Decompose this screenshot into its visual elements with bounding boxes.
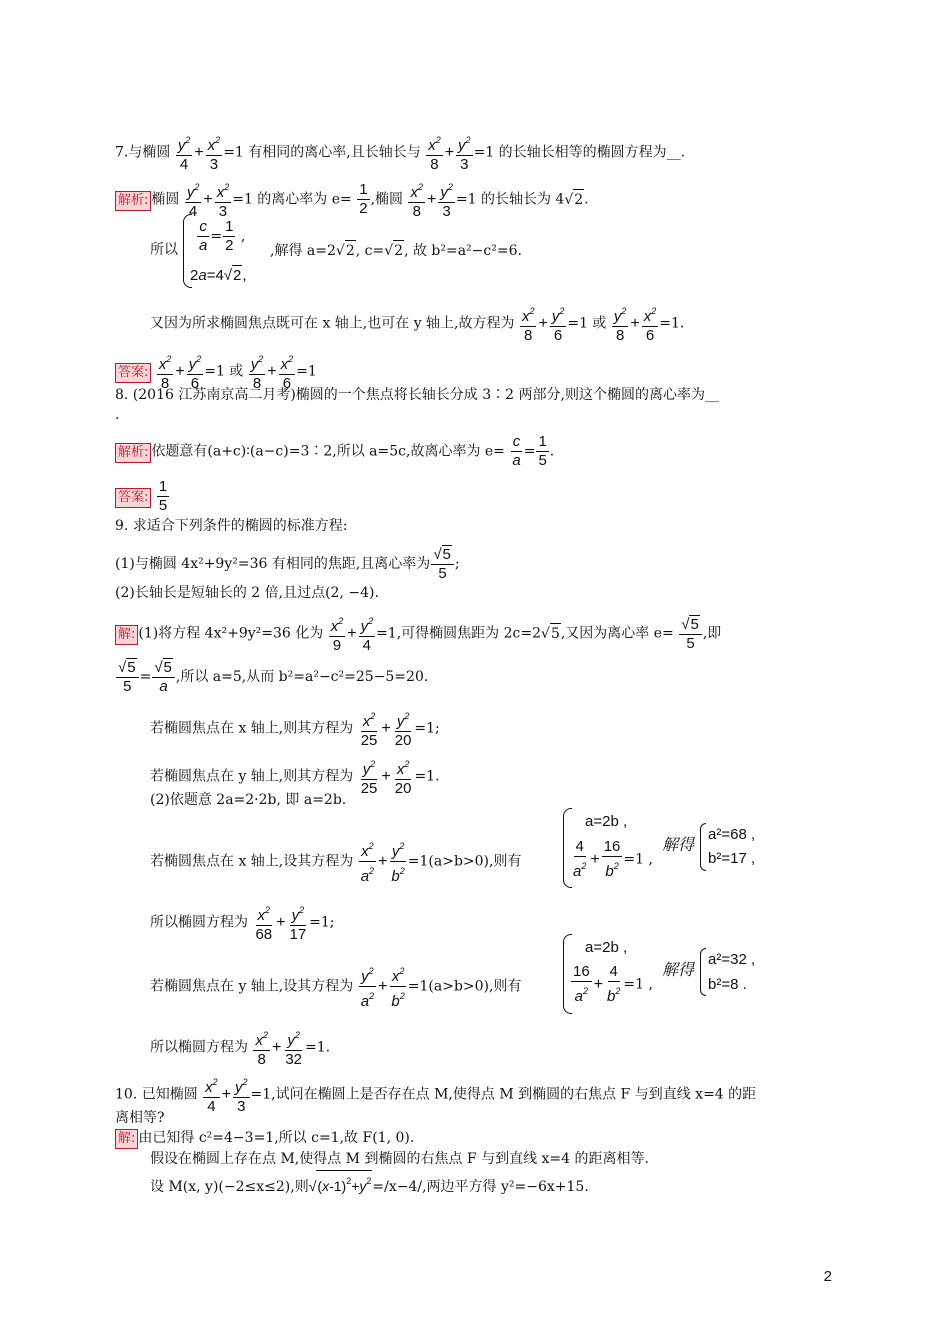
q9-system1-row1: a=2b , (585, 813, 628, 830)
q7-answer: 答案: $\frac{x^2}{8}$ + $\frac{y^2}{6}$ =1 或 $\frac{y^2}{8}$ + $\frac{x^2}{6}$ =1 (115, 350, 317, 393)
q9-system2-row1: a=2b , (585, 939, 628, 956)
q7-suoyi: 所以 (150, 242, 178, 258)
q9-y-case: 若椭圆焦点在 y 轴上,则其方程为 $\frac{y^2}{25}$ + $\frac{x^2}{20}$ =1. (150, 755, 440, 798)
q9-x-case: 若椭圆焦点在 x 轴上,则其方程为 $\frac{x^2}{25}$ + $\frac{y^2}{20}$ =1; (150, 707, 440, 750)
q7-both-axes: 又因为所求椭圆焦点既可在 x 轴上,也可在 y 轴上,故方程为 $\frac{x^2}{8}$ + $\frac{y^2}{6}$ =1 或 $\frac{y^2}{8}$ + $\frac{x^2}{6}$ =1. (150, 302, 684, 345)
q9-part1: (1)与椭圆 4x²+9y²=36 有相同的焦距,且离心率为 √ 5 5 ; (115, 546, 460, 582)
q8-line2: . (115, 407, 120, 423)
page-number: 2 (823, 1268, 832, 1285)
q10-solution-line2: 假设在椭圆上存在点 M,使得点 M 到椭圆的右焦点 F 与到直线 x=4 的距离相等. (150, 1151, 649, 1167)
q10-solution-line3: 设 M(x, y)(−2≤x≤2),则√ $(x-1)^2+y^2$ =/x−4/,两边平方得 y²=−6x+15. (150, 1170, 589, 1197)
answer-tag: 答案: (115, 363, 151, 383)
q9-x2-setup: 若椭圆焦点在 x 轴上,设其方程为 $\frac{x^2}{a^2}$ + $\frac{y^2}{b^2}$ =1(a>b>0),则有 (150, 837, 521, 886)
q9-eqn2: 所以椭圆方程为 $\frac{x^2}{8}$ + $\frac{y^2}{32}$ =1. (150, 1026, 330, 1069)
q10-line2: 离相等? (115, 1110, 165, 1126)
q9-title: 9. 求适合下列条件的椭圆的标准方程: (115, 518, 348, 534)
solution-tag: 解: (115, 1129, 138, 1149)
q9-part2: (2)长轴长是短轴长的 2 倍,且过点(2, −4). (115, 585, 379, 601)
q9-result2-brace (700, 948, 706, 996)
q7-analysis: 解析: 椭圆 $\frac{y^2}{4}$ + $\frac{x^2}{3}$ =1 的离心率为 e= $\frac{1}{2}$ ,椭圆 $\frac{x^2}{8}$ + $\frac{y^2}{3}$ =1 的长轴长为 4√ 2 . (115, 178, 589, 221)
q8-analysis: 解析: 依题意有(a+c)∶(a−c)=3∶2,所以 a=5c,故离心率为 e= $\frac{c}{a}$ = $\frac{1}{5}$ . (115, 433, 554, 470)
q9-result1-b: b²=17 , (708, 850, 756, 867)
q9-result1-a: a²=68 , (708, 826, 756, 843)
q9-y2-setup: 若椭圆焦点在 y 轴上,设其方程为 $\frac{y^2}{a^2}$ + $\frac{x^2}{b^2}$ =1(a>b>0),则有 (150, 962, 521, 1011)
q8-answer: 答案: $\frac{1}{5}$ (115, 478, 170, 515)
q9-result2-b: b²=8 . (708, 976, 747, 993)
solution-tag: 解: (115, 625, 138, 645)
analysis-tag: 解析: (115, 443, 151, 463)
q10-line1: 10. 已知椭圆 $\frac{x^2}{4}$ + $\frac{y^2}{3}$ =1,试问在椭圆上是否存在点 M,使得点 M 到椭圆的右焦点 F 与到直线 x=4 的距 (115, 1073, 756, 1116)
q9-system2-row2: $\frac{16}{a^2}$ + $\frac{4}{b^2}$ =1 , (573, 963, 653, 1005)
q9-part2-solution: (2)依题意 2a=2·2b, 即 a=2b. (150, 792, 347, 808)
q7-system-row1: $\frac{c}{a}$ = $\frac{1}{2}$ , (199, 218, 246, 254)
q8-line1: 8. (2016 江苏南京高二月考)椭圆的一个焦点将长轴长分成 3∶2 两部分,则这个椭圆的离心率为__ (115, 387, 719, 403)
answer-tag: 答案: (115, 488, 151, 508)
q9-solution-line1: 解: (1)将方程 4x²+9y²=36 化为 $\frac{x^2}{9}$ + $\frac{y^2}{4}$ =1,可得椭圆焦距为 2c=2√ 5 ,又因为离心率 e= √ 5 5 ,即 (115, 612, 721, 655)
q9-jiede2: 解得 (662, 960, 695, 979)
q9-jiede1: 解得 (662, 835, 695, 854)
analysis-tag: 解析: (115, 191, 151, 211)
q7-system-row2: 2a=4√ 2 , (190, 267, 247, 284)
q9-system1-row2: $\frac{4}{a^2}$ + $\frac{16}{b^2}$ =1 , (573, 838, 653, 880)
q9-result2-a: a²=32 , (708, 951, 756, 968)
q9-solution-line2: √ 5 5 = √ 5 a ,所以 a=5,从而 b²=a²−c²=25−5=20. (118, 659, 429, 695)
q7-solve: ,解得 a=2√ 2 , c=√ 2 , 故 b²=a²−c²=6. (270, 240, 522, 261)
q9-eqn1: 所以椭圆方程为 $\frac{x^2}{68}$ + $\frac{y^2}{17}$ =1; (150, 901, 335, 944)
q10-solution-line1: 解: 由已知得 c²=4−3=1,所以 c=1,故 F(1, 0). (115, 1128, 414, 1149)
q9-result1-brace (700, 823, 706, 871)
q7-line: 7.与椭圆 $\frac{y^2}{4}$ + $\frac{x^2}{3}$ =1 有相同的离心率,且长轴长与 $\frac{x^2}{8}$ + $\frac{y^2}{3}$ =1 的长轴长相等的椭圆方程为__. (115, 131, 685, 174)
